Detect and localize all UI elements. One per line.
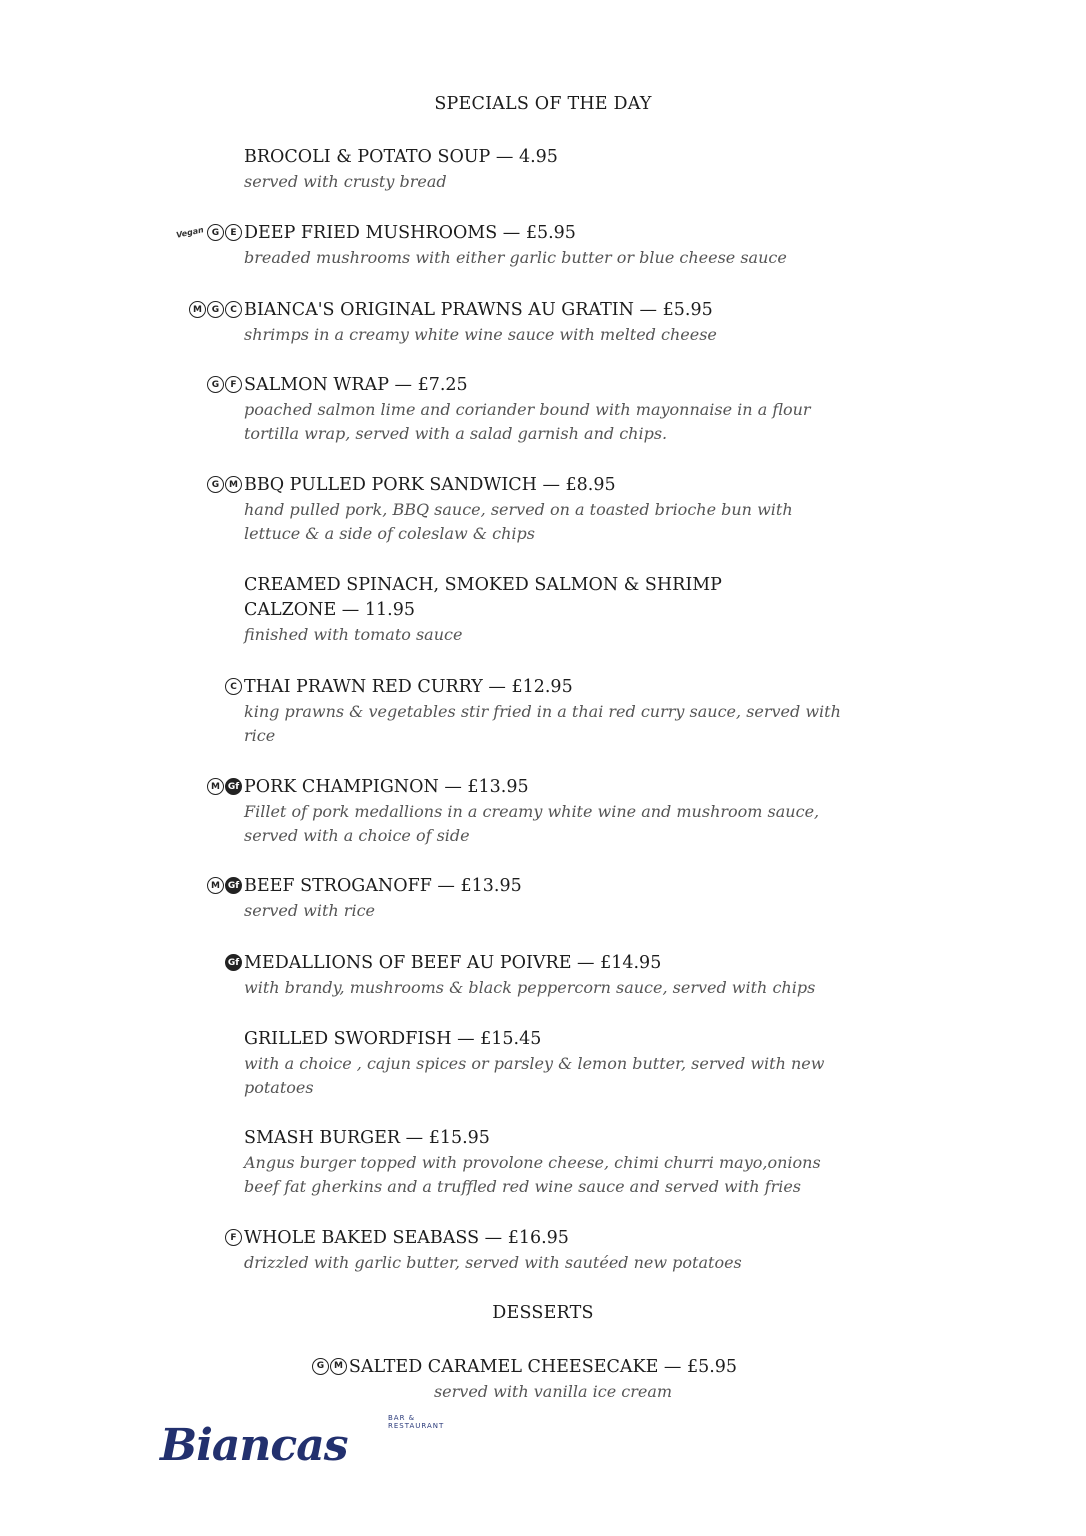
item-title: PORK CHAMPIGNON — £13.95 — [244, 777, 529, 797]
allergen-icons — [207, 877, 242, 894]
gluten-icon: G — [207, 301, 224, 318]
menu-item — [211, 473, 864, 546]
milk-icon: M — [225, 476, 242, 493]
item-description: finished with tomato sauce — [244, 625, 463, 644]
menu-item — [244, 1126, 864, 1199]
item-description: Fillet of pork medallions in a creamy white wine and mushroom sauce, served with a choice of side — [244, 802, 820, 845]
gluten-icon: G — [312, 1358, 329, 1375]
biancas-logo — [160, 1414, 445, 1486]
gluten-icon: G — [207, 476, 224, 493]
item-description: breaded mushrooms with either garlic butter or blue cheese sauce — [244, 248, 787, 267]
menu-item — [211, 874, 864, 923]
menu-item — [193, 298, 864, 347]
milk-icon: M — [330, 1358, 347, 1375]
item-description: with a choice , cajun spices or parsley & lemon butter, served with new potatoes — [244, 1054, 825, 1097]
allergen-icons — [207, 376, 242, 393]
item-title: CREAMED SPINACH, SMOKED SALMON & SHRIMP CALZONE — 11.95 — [244, 575, 722, 620]
item-description: served with rice — [244, 901, 375, 920]
item-title: MEDALLIONS OF BEEF AU POIVRE — £14.95 — [244, 953, 662, 973]
item-title: THAI PRAWN RED CURRY — £12.95 — [244, 677, 573, 697]
gluten-free-icon: Gf — [225, 778, 242, 795]
menu-item — [175, 221, 864, 270]
item-title: SMASH BURGER — £15.95 — [244, 1128, 490, 1148]
item-description: poached salmon lime and coriander bound with mayonnaise in a flour tortilla wrap, served with a salad garnish and chips. — [244, 400, 811, 443]
item-title: BROCOLI & POTATO SOUP — 4.95 — [244, 147, 558, 167]
fish-icon: F — [225, 1229, 242, 1246]
milk-icon: M — [189, 301, 206, 318]
specials-heading: SPECIALS OF THE DAY — [434, 94, 652, 114]
allergen-icons — [207, 778, 242, 795]
item-title: BBQ PULLED PORK SANDWICH — £8.95 — [244, 475, 616, 495]
allergen-icons — [176, 224, 242, 241]
milk-icon: M — [207, 877, 224, 894]
item-description: served with crusty bread — [244, 172, 447, 191]
crustacean-icon: C — [225, 301, 242, 318]
menu-item — [244, 145, 864, 194]
menu-item — [230, 675, 864, 748]
crustacean-icon: C — [225, 678, 242, 695]
menu-item — [227, 951, 864, 1000]
allergen-icons — [207, 476, 242, 493]
egg-icon: E — [225, 224, 242, 241]
allergen-icons — [225, 678, 242, 695]
item-title: SALMON WRAP — £7.25 — [244, 375, 468, 395]
fish-icon: F — [225, 376, 242, 393]
logo-name: Biancas — [160, 1420, 348, 1471]
menu-item — [244, 1027, 864, 1100]
item-title: DEEP FRIED MUSHROOMS — £5.95 — [244, 223, 576, 243]
menu-item — [211, 373, 864, 446]
gluten-free-icon: Gf — [225, 877, 242, 894]
menu-item — [230, 1226, 864, 1275]
gluten-icon: G — [207, 376, 224, 393]
gluten-icon: G — [207, 224, 224, 241]
item-title: BIANCA'S ORIGINAL PRAWNS AU GRATIN — £5.95 — [244, 300, 713, 320]
allergen-icons — [225, 1229, 242, 1246]
logo-tagline: BAR & RESTAURANT — [388, 1414, 445, 1430]
item-description: drizzled with garlic butter, served with sautéed new potatoes — [244, 1253, 742, 1272]
desserts-heading: DESSERTS — [492, 1303, 594, 1323]
item-description: hand pulled pork, BBQ sauce, served on a toasted brioche bun with lettuce & a side of coleslaw & chips — [244, 500, 793, 543]
item-description: served with vanilla ice cream — [433, 1382, 673, 1401]
allergen-icons — [225, 954, 242, 971]
item-title: WHOLE BAKED SEABASS — £16.95 — [244, 1228, 569, 1248]
gluten-free-icon: Gf — [225, 954, 242, 971]
vegan-icon: Vegan — [175, 225, 205, 240]
item-title-wrap — [316, 1355, 738, 1380]
item-description: Angus burger topped with provolone cheese, chimi churri mayo,onions beef fat gherkins and a truffled red wine sauce and served with fries — [244, 1153, 821, 1196]
item-title: BEEF STROGANOFF — £13.95 — [244, 876, 522, 896]
menu-item — [211, 775, 864, 848]
item-title: GRILLED SWORDFISH — £15.45 — [244, 1029, 542, 1049]
menu-item — [0, 1355, 1086, 1404]
allergen-icons — [189, 301, 242, 318]
item-description: shrimps in a creamy white wine sauce with melted cheese — [244, 325, 717, 344]
item-title: SALTED CARAMEL CHEESECAKE — £5.95 — [348, 1357, 738, 1377]
menu-item — [244, 573, 864, 647]
allergen-icons — [312, 1358, 347, 1375]
milk-icon: M — [207, 778, 224, 795]
item-description: king prawns & vegetables stir fried in a thai red curry sauce, served with rice — [244, 702, 841, 745]
item-description: with brandy, mushrooms & black peppercorn sauce, served with chips — [244, 978, 816, 997]
